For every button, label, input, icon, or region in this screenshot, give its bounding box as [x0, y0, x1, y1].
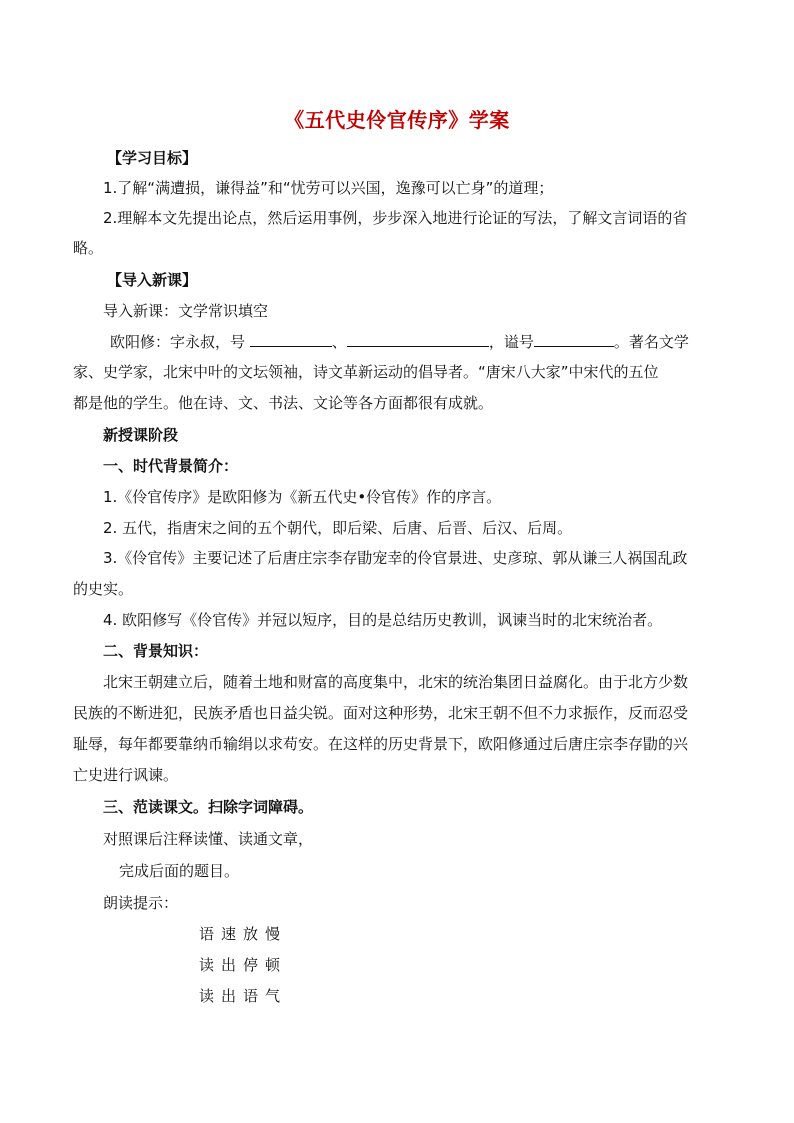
intro-label: 导入新课：文学常识填空: [103, 302, 269, 320]
answer-blank-hao-2[interactable]: [347, 331, 489, 347]
reading-tip-3: 读出语气: [199, 987, 288, 1005]
fill-middle: ，谥号: [488, 333, 534, 351]
reading-tips-label: 朗读提示：: [103, 894, 179, 912]
fill-blank-line: [110, 331, 689, 352]
section-1-item-1: 1.《伶官传序》是欧阳修为《新五代史•伶官传》作的序言。: [103, 488, 502, 506]
fill-prefix: 欧阳修：字永叔，号: [110, 333, 246, 351]
goals-heading: 【学习目标】: [107, 149, 198, 167]
section-2-line-3: 耻辱，每年都要靠纳币输绢以求苟安。在这样的历史背景下，欧阳修通过后唐庄宗李存勖的兴: [73, 735, 689, 753]
section-1-item-2: 2. 五代，指唐宋之间的五个朝代，即后梁、后唐、后晋、后汉、后周。: [103, 519, 573, 537]
goal-item-2-cont: 略。: [73, 239, 104, 257]
reading-tip-2: 读出停顿: [199, 956, 288, 974]
section-1-item-3-cont: 的史实。: [73, 580, 134, 598]
intro-text-line-2: 家、史学家，北宋中叶的文坛领袖，诗文革新运动的倡导者。“唐宋八大家”中宋代的五位: [73, 363, 659, 381]
goal-item-1: 1.了解“满遭损，谦得益”和“忧劳可以兴国，逸豫可以亡身”的道理；: [103, 179, 554, 197]
intro-heading: 【导入新课】: [107, 271, 198, 289]
section-2-line-1: 北宋王朝建立后，随着土地和财富的高度集中，北宋的统治集团日益腐化。由于北方少数: [103, 673, 689, 691]
page-title: 《五代史伶官传序》学案: [284, 108, 510, 132]
section-2-line-4: 亡史进行讽谏。: [73, 766, 179, 784]
section-1-heading: 一、时代背景简介：: [103, 457, 239, 475]
section-2-line-2: 民族的不断进犯，民族矛盾也日益尖锐。面对这种形势，北宋王朝不但不力求振作，反而忍受: [73, 704, 689, 722]
intro-text-line-3: 都是他的学生。他在诗、文、书法、文论等各方面都很有成就。: [73, 394, 494, 412]
goal-item-2: 2.理解本文先提出论点，然后运用事例，步步深入地进行论证的写法，了解文言词语的省: [103, 209, 688, 227]
new-lesson-heading: 新授课阶段: [103, 426, 179, 444]
fill-separator: 、: [331, 333, 347, 351]
answer-blank-hao-1[interactable]: [250, 331, 332, 347]
section-3-line-1: 对照课后注释读懂、读通文章，: [103, 830, 314, 848]
answer-blank-shihao[interactable]: [534, 331, 614, 347]
reading-tip-1: 语速放慢: [199, 925, 288, 943]
section-3-line-2: 完成后面的题目。: [119, 862, 240, 880]
section-3-heading: 三、范读课文。扫除字词障碍。: [103, 798, 314, 816]
fill-suffix: 。著名文学: [613, 333, 689, 351]
section-1-item-3: 3.《伶官传》主要记述了后唐庄宗李存勖宠幸的伶官景进、史彦琼、郭从谦三人祸国乱政: [103, 549, 688, 567]
section-1-item-4: 4. 欧阳修写《伶官传》并冠以短序，目的是总结历史教训，讽谏当时的北宋统治者。: [103, 611, 663, 629]
section-2-heading: 二、背景知识：: [103, 642, 209, 660]
